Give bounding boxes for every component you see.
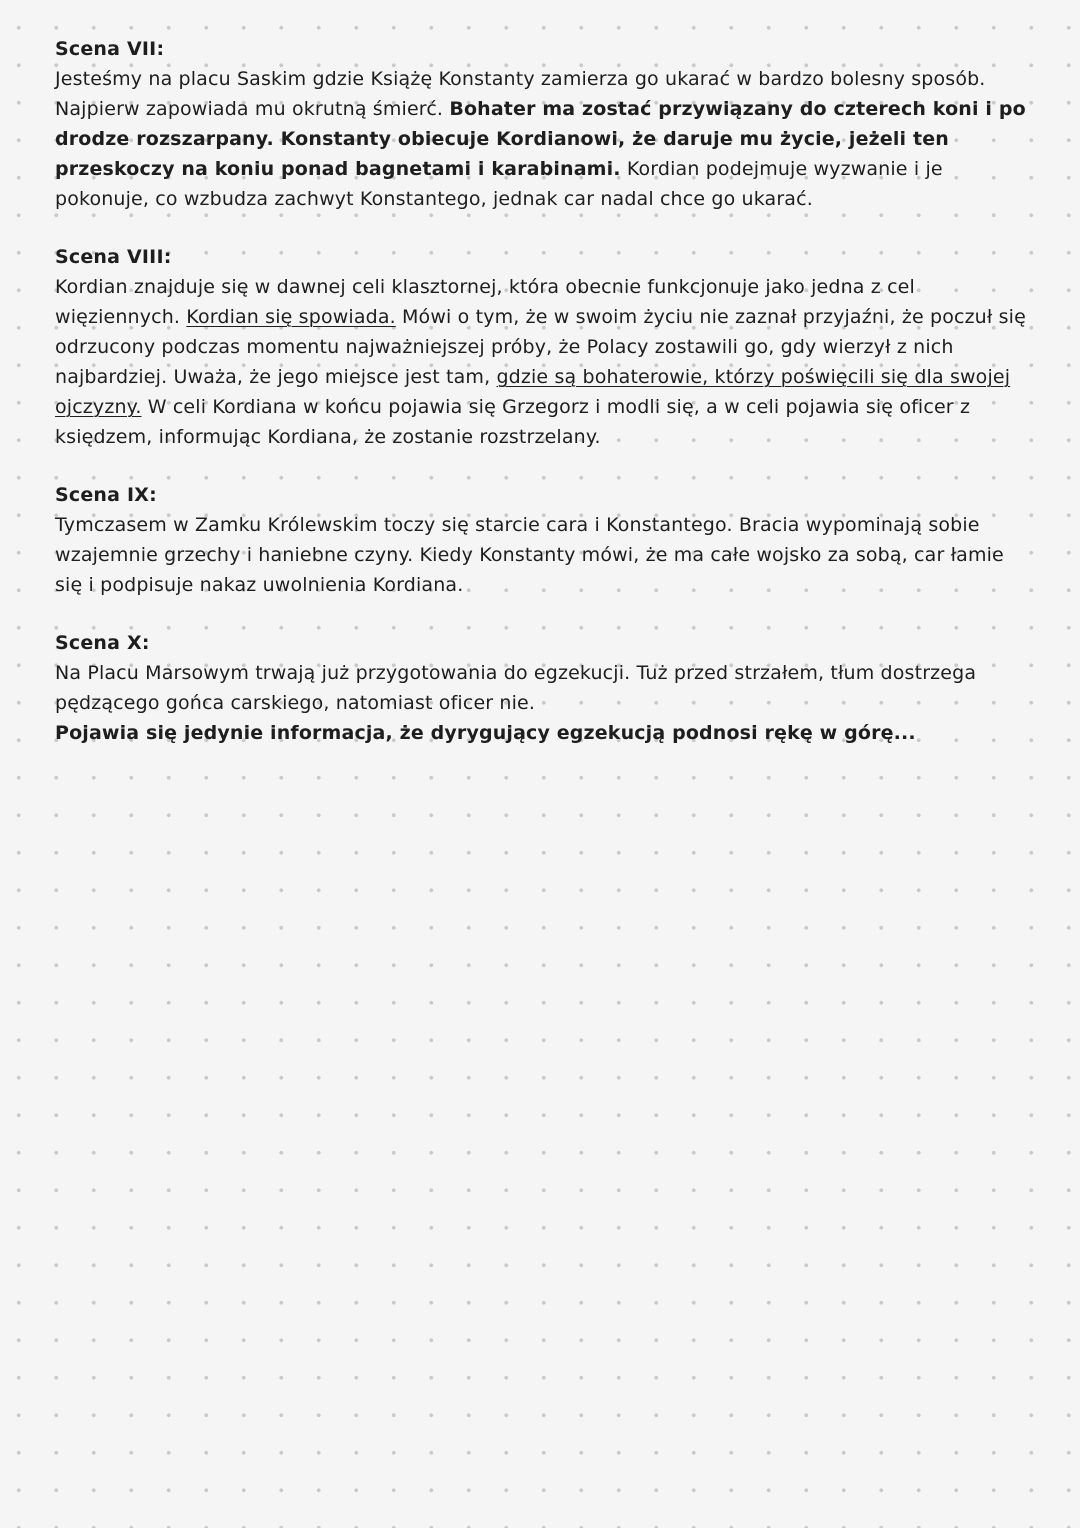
scene-8-underlined-confession: Kordian się spowiada. — [186, 306, 396, 328]
scene-10 — [55, 628, 1030, 748]
scene-8 — [55, 242, 1030, 452]
scene-7-bold-text: Bohater ma zostać przywiązany do czterech koni i po drodze rozszarpany. Konstanty obiecuje Kordianowi, że daruje mu życie, jeżeli ten przeskoczy na koniu ponad bagnetami i karabinami. — [55, 98, 1026, 180]
scene-9 — [55, 480, 1030, 600]
scene-8-text — [55, 272, 1030, 452]
scene-7-text-part-3: Kordian podejmuje wyzwanie i je pokonuje, co wzbudza zachwyt Konstantego, jednak car nadal chce go ukarać. — [55, 158, 943, 210]
scene-10-title: Scena X: — [55, 632, 150, 654]
scene-8-text-part-1: Kordian znajduje się w dawnej celi klasztornej, która obecnie funkcjonuje jako jedna z cel więziennych. — [55, 276, 915, 328]
scene-9-title: Scena IX: — [55, 484, 157, 506]
notes-content — [55, 34, 1030, 776]
scene-9-text: Tymczasem w Zamku Królewskim toczy się starcie cara i Konstantego. Bracia wypominają sobie wzajemnie grzechy i haniebne czyny. Kiedy Konstanty mówi, że ma całe wojsko za sobą, car łamie się i podpisuje nakaz uwolnienia Kordiana. — [55, 514, 1004, 596]
scene-8-title: Scena VIII: — [55, 246, 172, 268]
scene-7-text-part-1: Jesteśmy na placu Saskim gdzie Książę Konstanty zamierza go ukarać w bardzo bolesny sposób. Najpierw zapowiada mu okrutną śmierć. — [55, 68, 986, 120]
scene-7-title: Scena VII: — [55, 38, 165, 60]
scene-8-text-part-3: Mówi o tym, że w swoim życiu nie zaznał przyjaźni, że poczuł się odrzucony podczas momentu najważniejszej próby, że Polacy zostawili go, gdy wierzył z nich najbardziej. Uważa, że jego miejsce jest tam, — [55, 306, 1026, 388]
scene-7 — [55, 34, 1030, 214]
scene-7-text — [55, 64, 1030, 214]
scene-10-bold-text: Pojawia się jedynie informacja, że dyrygujący egzekucją podnosi rękę w górę... — [55, 722, 916, 744]
scene-8-text-part-5: W celi Kordiana w końcu pojawia się Grzegorz i modli się, a w celi pojawia się oficer z księdzem, informując Kordiana, że zostanie rozstrzelany. — [55, 396, 971, 448]
scene-8-underlined-heroes: gdzie są bohaterowie, którzy poświęcili się dla swojej ojczyzny. — [55, 366, 1011, 418]
scene-10-text: Na Placu Marsowym trwają już przygotowania do egzekucji. Tuż przed strzałem, tłum dostrzega pędzącego gońca carskiego, natomiast oficer nie. — [55, 662, 977, 714]
